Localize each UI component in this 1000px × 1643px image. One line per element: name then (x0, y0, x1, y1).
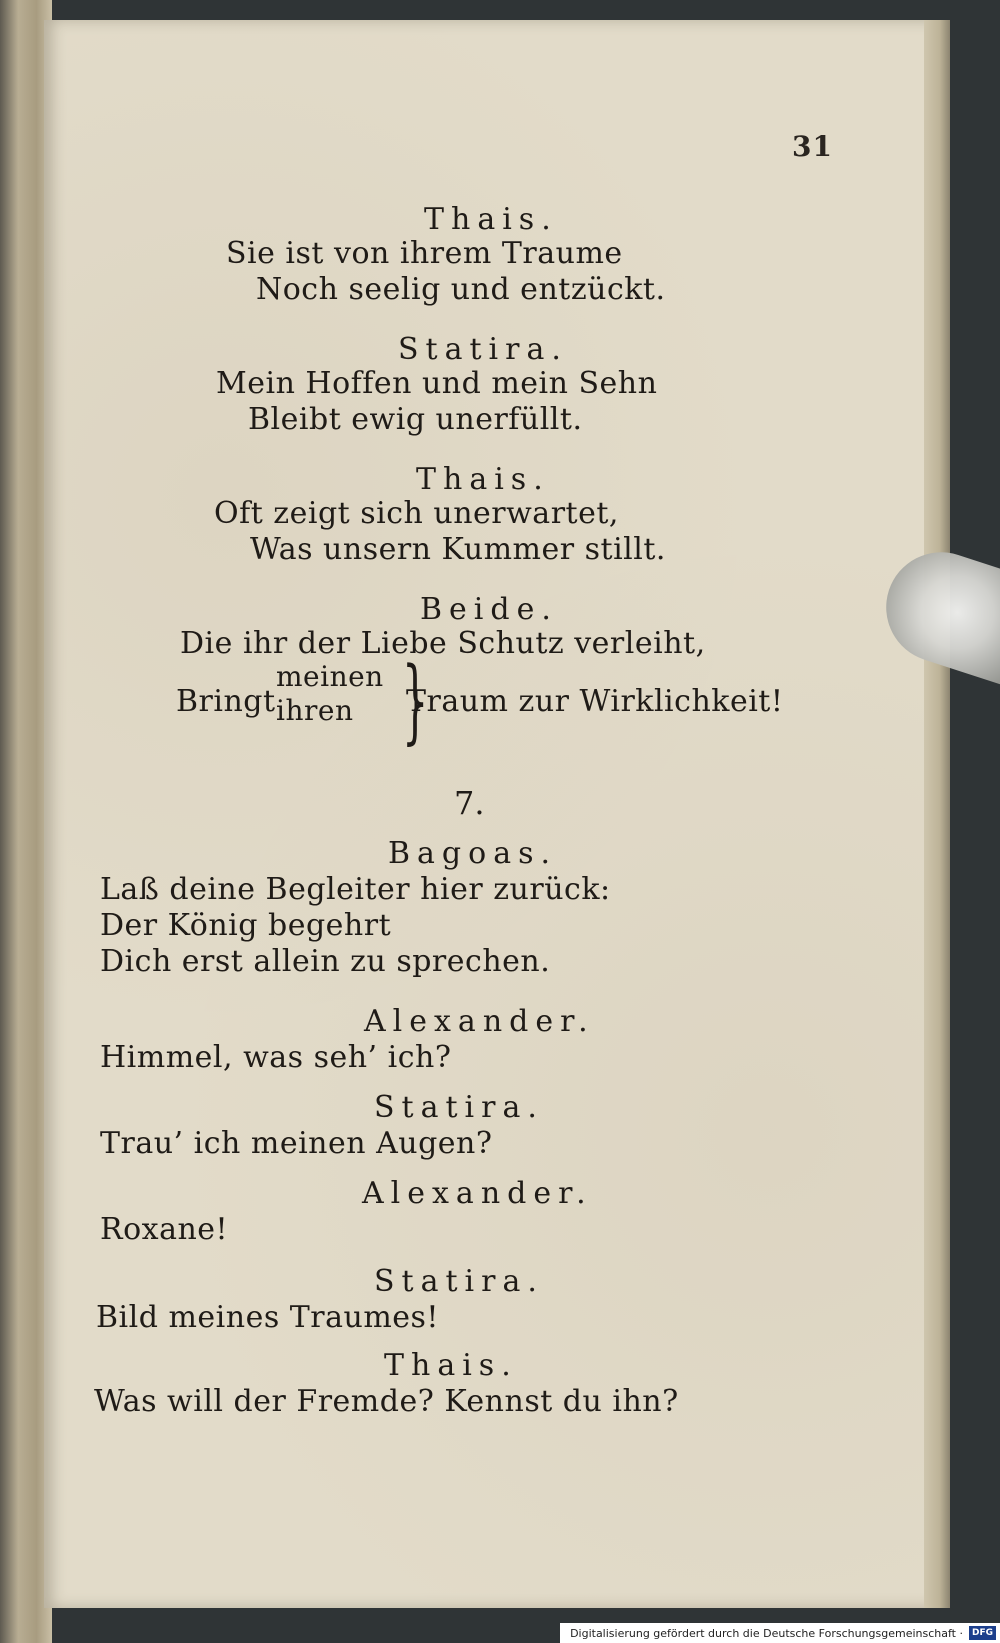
dialogue-line: Der König begehrt (100, 908, 392, 943)
digitization-credit (560, 1623, 1000, 1643)
page-edge (924, 20, 950, 1608)
dialogue-line: Laß deine Begleiter hier zurück: (100, 872, 611, 907)
verse-variant: meinen (276, 660, 384, 693)
credit-text: Digitalisierung gefördert durch die Deutsche Forschungsgemeinschaft · (570, 1626, 963, 1640)
verse-line: Die ihr der Liebe Schutz verleiht, (180, 626, 706, 661)
dialogue-line: Dich erst allein zu sprechen. (100, 944, 551, 979)
verse-line: Bleibt ewig unerfüllt. (248, 402, 583, 437)
dialogue-line: Bild meines Traumes! (96, 1300, 439, 1335)
verse-word: Bringt (176, 684, 276, 719)
dialogue-line: Roxane! (100, 1212, 229, 1247)
verse-line: Was unsern Kummer stillt. (250, 532, 666, 567)
speaker-beide: Beide. (420, 592, 558, 627)
speaker-statira: Statira. (374, 1090, 544, 1125)
page-number: 31 (792, 130, 833, 163)
speaker-thais: Thais. (416, 462, 550, 497)
speaker-thais: Thais. (384, 1348, 518, 1383)
dialogue-line: Himmel, was seh’ ich? (100, 1040, 452, 1075)
verse-line: Sie ist von ihrem Traume (226, 236, 623, 271)
book-page (44, 20, 950, 1608)
dialogue-line: Was will der Fremde? Kennst du ihn? (94, 1384, 679, 1419)
section-number: 7. (454, 784, 485, 822)
speaker-bagoas: Bagoas. (388, 836, 558, 871)
speaker-alexander: Alexander. (364, 1004, 595, 1039)
brace-icon: } (402, 647, 429, 754)
verse-variant: ihren (276, 694, 354, 727)
speaker-thais: Thais. (424, 202, 558, 237)
verse-line: Mein Hoffen und mein Sehn (216, 366, 658, 401)
speaker-statira: Statira. (398, 332, 568, 367)
speaker-alexander: Alexander. (362, 1176, 593, 1211)
speaker-statira: Statira. (374, 1264, 544, 1299)
verse-line: Traum zur Wirklichkeit! (406, 684, 784, 719)
verse-line: Oft zeigt sich unerwartet, (214, 496, 619, 531)
dialogue-line: Trau’ ich meinen Augen? (100, 1126, 493, 1161)
verse-line: Noch seelig und entzückt. (256, 272, 666, 307)
dfg-logo: DFG (969, 1626, 996, 1640)
